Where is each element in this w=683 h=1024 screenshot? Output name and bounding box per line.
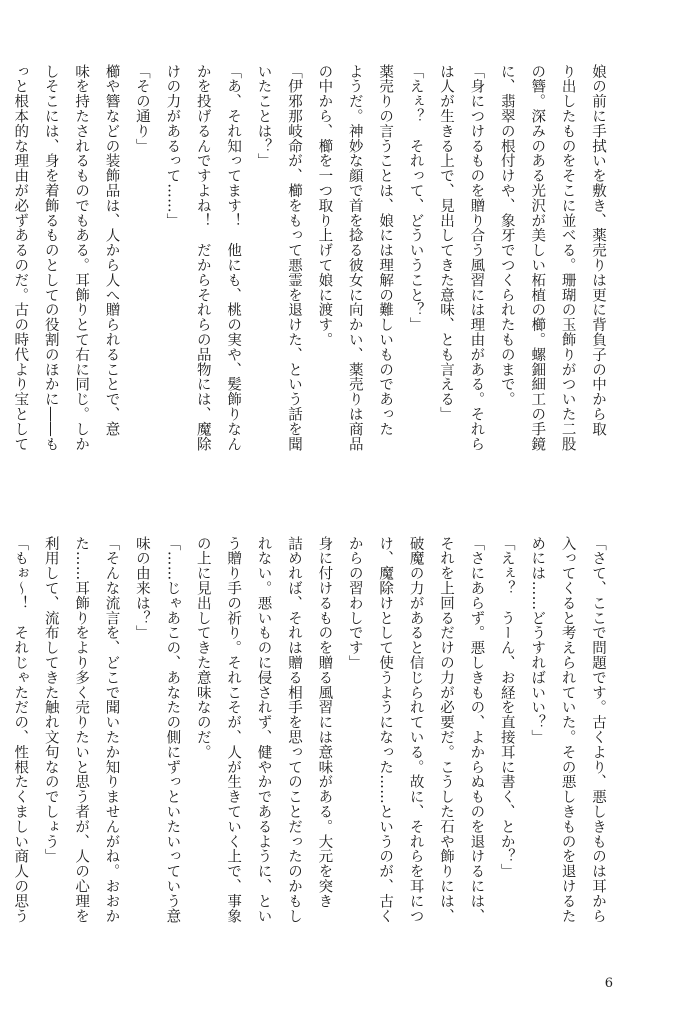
text-line: 詰めれば、それは贈る相手を思ってのことだったのかもし (285, 536, 302, 924)
text-line: 「さにあらず。悪しきもの、よからぬものを退けるには、 (468, 536, 485, 924)
text-line: 「そんな流言を、どこで聞いたか知りませんがね。おおか (103, 536, 120, 924)
text-line (0, 64, 5, 459)
text-line: け、魔除けとして使うようになった……というのが、古く (377, 536, 394, 924)
text-line: 味の由来は？」 (133, 536, 150, 641)
text-line: の簪。深みのある光沢が美しい柘植の櫛。螺鈿細工の手鏡 (529, 64, 546, 452)
upper-text-block (12, 64, 613, 459)
text-line: 「伊邪那岐命が、櫛をもって悪霊を退けた、という話を聞 (285, 64, 302, 452)
text-line: に、翡翠の根付けや、象牙でつくられたものまで。 (498, 64, 515, 407)
text-line: 櫛や簪などの装飾品は、人から人へ贈られることで、意 (103, 64, 120, 437)
text-line: かを投げるんですよね！ だからそれらの品物には、魔除 (194, 64, 211, 452)
text-line: 破魔の力があると信じられている。故に、それらを耳につ (407, 536, 424, 924)
text-line: めには……どうすればいい？」 (529, 536, 546, 745)
text-line: しそこには、身を着飾るものとしての役割のほかに――も (42, 64, 59, 452)
text-line: 「その通り」 (133, 64, 150, 154)
lower-text-block (12, 536, 613, 931)
text-line: 「もぉ～！ それじゃただの、性根たくましい商人の思う (12, 536, 29, 924)
text-line: 「えぇ？ うーん、お経を直接耳に書く、とか？」 (498, 536, 515, 879)
text-line: の上に見出してきた意味なのだ。 (194, 536, 211, 760)
text-line: っと根本的な理由が必ずあるのだ。古の時代より宝として (12, 64, 29, 452)
text-line: ようだ。神妙な顔で首を捻る彼女に向かい、薬売りは商品 (346, 64, 363, 452)
text-line: 「さて、ここで問題です。古くより、悪しきものは耳から (590, 536, 606, 924)
text-line: 利用して、流布してきた触れ文句なのでしょう」 (42, 536, 59, 864)
text-line: れない。悪いものに侵されず、健やかであるように、とい (255, 536, 272, 924)
text-line: 味を持たされるものでもある。耳飾りとて右に同じ。しか (73, 64, 90, 452)
text-line: からの習わしです」 (346, 536, 363, 671)
text-line: 身に付けるものを贈る風習には意味がある。大元を突き (316, 536, 333, 909)
text-line: けの力があるって……」 (164, 64, 181, 228)
text-line: 「えぇ？ それって、どういうこと？」 (407, 64, 424, 333)
text-line: の中から、櫛を一つ取り上げて娘に渡す。 (316, 64, 333, 348)
page-number: 6 (604, 976, 613, 991)
text-line: 「……じゃあこの、あなたの側にずっといたいっていう意 (164, 536, 181, 924)
text-line: いたことは？」 (255, 64, 272, 169)
text-line: た……耳飾りをより多く売りたいと思う者が、人の心理を (73, 536, 90, 924)
text-line: り出したものをそこに並べる。珊瑚の玉飾りがついた二股 (559, 64, 576, 452)
text-line: は人が生きる上で、見出してきた意味、とも言える」 (437, 64, 454, 422)
text-line: う贈り手の祈り。それこそが、人が生きていく上で、事象 (225, 536, 242, 924)
text-line: それを上回るだけの力が必要だ。こうした石や飾りには、 (437, 536, 454, 924)
text-line: 入ってくると考えられていた。その悪しきものを退けるた (559, 536, 576, 924)
text-line: 娘の前に手拭いを敷き、薬売りは更に背負子の中から取 (590, 64, 606, 437)
text-line: 「あ、それ知ってます！ 他にも、桃の実や、髪飾りなん (225, 64, 242, 452)
text-line: 「身につけるものを贈り合う風習には理由がある。それら (468, 64, 485, 452)
text-line: 薬売りの言うことは、娘には理解の難しいものであった (377, 64, 394, 437)
